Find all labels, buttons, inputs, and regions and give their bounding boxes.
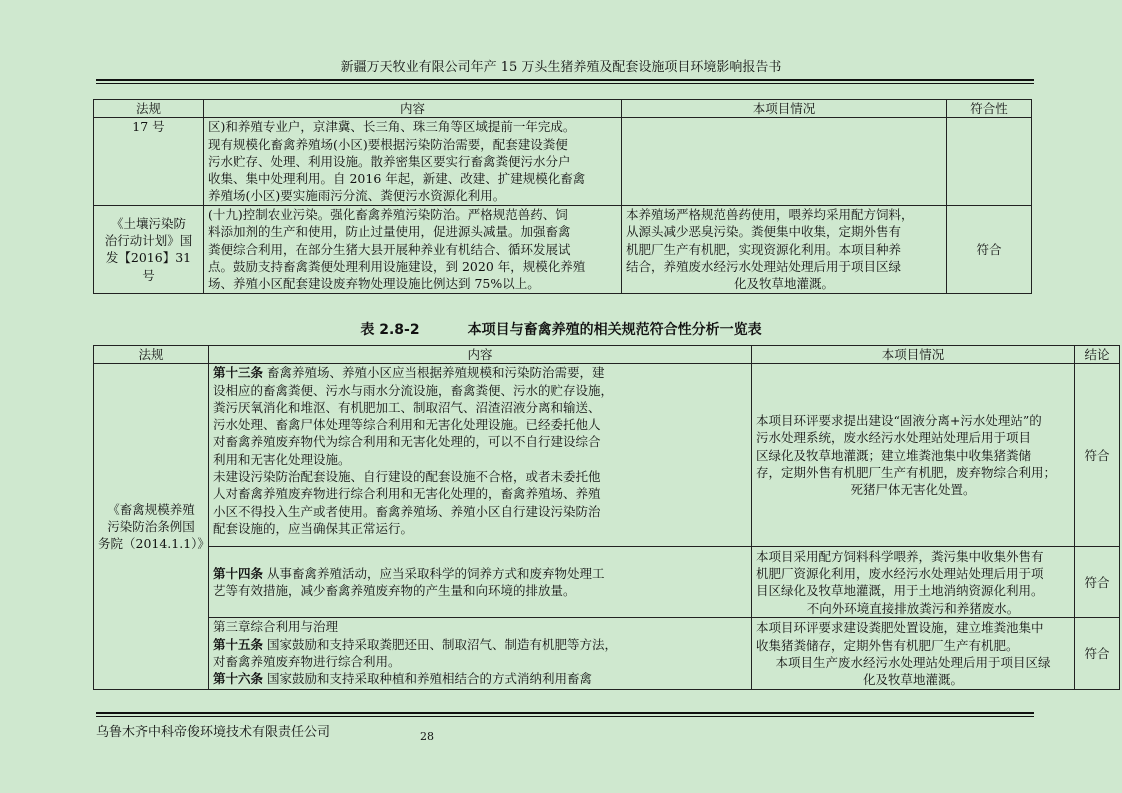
situation-cell [752,618,1075,690]
law-cell: 17 号 [94,118,204,205]
situation-line: 不向外环境直接排放粪污和养猪废水。 [806,600,1020,616]
content-line [213,636,747,653]
content-cell [209,364,752,547]
content-line: 对畜禽养殖废弃物代为综合利用和无害化处理的，可以不自行建设综合 [213,434,601,450]
law-line: 污染防治条例国 [107,519,195,535]
law-cell [94,205,204,293]
situation-line: 本项目采用配方饲料科学喂养，粪污集中收集外售有 [756,548,1044,564]
content-line: 场、养殖小区配套建设废弃物处理设施比例达到 75%以上。 [208,276,540,292]
situation-cell [622,118,947,205]
situation-cell [622,205,947,293]
result-cell: 符合 [947,205,1032,293]
column-header: 法规 [94,100,204,118]
law-cell [94,364,209,690]
content-line: 污水处理、畜禽尸体处理等综合利用和无害化处理设施。已经委托他人 [213,417,601,433]
situation-cell [752,547,1075,618]
footer-rule [96,712,1034,714]
content-line: 污水贮存、处理、利用设施。散养密集区要实行畜禽粪便污水分户 [208,153,571,169]
content-line: 料添加剂的生产和使用，防止过量使用，促进源头减量。加强畜禽 [208,224,571,240]
content-line: 配套设施的，应当确保其正常运行。 [213,520,414,536]
table-header-row [94,100,1032,118]
content-line [213,364,747,381]
situation-cell [752,364,1075,547]
compliance-table-continued [93,99,1032,294]
column-header: 结论 [1075,346,1120,364]
content-cell [209,618,752,690]
article-text: 畜禽养殖场、养殖小区应当根据养殖规模和污染防治需要，建 [267,365,605,381]
article-number: 第十六条 [213,671,264,687]
content-line: 设相应的畜禽粪便、污水与雨水分流设施，畜禽粪便、污水的贮存设施， [213,382,614,398]
content-line: 收集、集中处理利用。自 2016 年起，新建、改建、扩建规模化畜禽 [208,171,586,187]
table-row [94,118,1032,205]
article-number: 第十三条 [213,365,264,381]
column-header: 符合性 [947,100,1032,118]
content-line: 未建设污染防治配套设施、自行建设的配套设施不合格，或者未委托他 [213,469,601,485]
header-rule-thin [96,83,1034,84]
table-row [94,618,1120,690]
column-header: 内容 [204,100,622,118]
situation-line: 区绿化及牧草地灌溉；建立堆粪池集中收集猪粪储 [756,447,1032,463]
situation-line: 本项目生产废水经污水处理站处理后用于项目区绿 [775,654,1051,670]
situation-line: 目区绿化及牧草地灌溉，用于土地消纳资源化利用。 [756,583,1044,599]
law-line: 《土壤污染防 [110,215,186,231]
content-line: 粪便综合利用，在部分生猪大县开展种养业有机结合、循环发展试 [208,241,571,257]
article-number: 第十四条 [213,566,264,581]
result-cell: 符合 [1075,618,1120,690]
footer-rule-thin [96,716,1034,717]
result-cell: 符合 [1075,364,1120,547]
content-cell [204,205,622,293]
law-line: 《畜禽规模养殖 [107,501,195,517]
table-row [94,364,1120,547]
column-header: 内容 [209,346,752,364]
livestock-regulation-table [93,345,1120,690]
situation-line: 从源头减少恶臭污染。粪便集中收集，定期外售有 [626,224,902,240]
situation-line: 本项目环评要求建设粪肥处置设施，建立堆粪池集中 [756,620,1044,636]
article-number: 第十五条 [213,636,264,652]
situation-line: 本养殖场严格规范兽药使用，喂养均采用配方饲料， [626,207,914,223]
column-header: 本项目情况 [752,346,1075,364]
content-line [213,670,747,687]
content-line: 小区不得投入生产或者使用。畜禽养殖场、养殖小区自行建设污染防治 [213,503,601,519]
content-line: 利用和无害化处理设施。 [213,451,351,467]
content-line: 艺等有效措施，减少畜禽养殖废弃物的产生量和向环境的排放量。 [213,583,576,599]
law-line: 务院（2014.1.1）》 [98,536,210,552]
situation-line: 本项目环评要求提出建设“固液分离+污水处理站”的 [756,413,1042,429]
situation-line: 污水处理系统，废水经污水处理站处理后用于项目 [756,430,1032,446]
header-rule [96,79,1034,81]
chapter-heading: 第三章综合利用与治理 [213,619,339,635]
content-cell [209,547,752,618]
table-caption [0,319,1122,339]
article-text: 国家鼓励和支持采取种植和养殖相结合的方式消纳利用畜禽 [267,671,593,687]
situation-line: 化及牧草地灌溉。 [733,276,834,292]
table-row [94,205,1032,293]
table-caption-number: 表 2.8-2 [360,322,420,338]
situation-line: 存，定期外售有机肥厂生产有机肥，废弃物综合利用； [756,464,1057,480]
column-header: 法规 [94,346,209,364]
law-line: 发【2016】31 号 [105,250,192,283]
content-line: 养殖场(小区)要实施雨污分流、粪便污水资源化利用。 [208,188,506,204]
result-cell: 符合 [1075,547,1120,618]
content-line: (十九)控制农业污染。强化畜禽养殖污染防治。严格规范兽药、饲 [208,207,568,223]
article-text: 国家鼓励和支持采取粪肥还田、制取沼气、制造有机肥等方法， [267,636,618,652]
situation-line: 化及牧草地灌溉。 [862,672,963,688]
page-header-title: 新疆万天牧业有限公司年产 15 万头生猪养殖及配套设施项目环境影响报告书 [340,60,782,75]
content-line [213,565,747,582]
page-number: 28 [420,730,434,743]
situation-line: 收集猪粪储存，定期外售有机肥厂生产有机肥。 [756,637,1019,653]
table-caption-text: 本项目与畜禽养殖的相关规范符合性分析一览表 [467,322,762,338]
table-header-row [94,346,1120,364]
content-line: 人对畜禽养殖废弃物进行综合利用和无害化处理的，畜禽养殖场、养殖 [213,486,601,502]
article-text: 从事畜禽养殖活动，应当采取科学的饲养方式和废弃物处理工 [267,566,605,581]
content-line: 点。鼓励支持畜禽粪便处理利用设施建设，到 2020 年，规模化养殖 [208,258,586,274]
column-header: 本项目情况 [622,100,947,118]
situation-line: 死猪尸体无害化处置。 [850,482,976,498]
result-cell [947,118,1032,205]
content-cell [204,118,622,205]
table-row [94,547,1120,618]
situation-line: 机肥厂生产有机肥，实现资源化利用。本项目种养 [626,241,902,257]
situation-line: 机肥厂资源化利用，废水经污水处理站处理后用于项 [756,566,1044,581]
content-line: 现有规模化畜禽养殖场(小区)要根据污染防治需要，配套建设粪便 [208,136,568,152]
law-line: 治行动计划》国 [104,232,193,248]
footer-company: 乌鲁木齐中科帝俊环境技术有限责任公司 [96,725,331,740]
content-line: 区)和养殖专业户，京津冀、长三角、珠三角等区域提前一年完成。 [208,119,576,135]
content-line: 粪污厌氧消化和堆沤、有机肥加工、制取沼气、沼渣沼液分离和输送、 [213,399,601,415]
content-line: 对畜禽养殖废弃物进行综合利用。 [213,653,401,669]
situation-line: 结合，养殖废水经污水处理站处理后用于项目区绿 [626,258,902,274]
